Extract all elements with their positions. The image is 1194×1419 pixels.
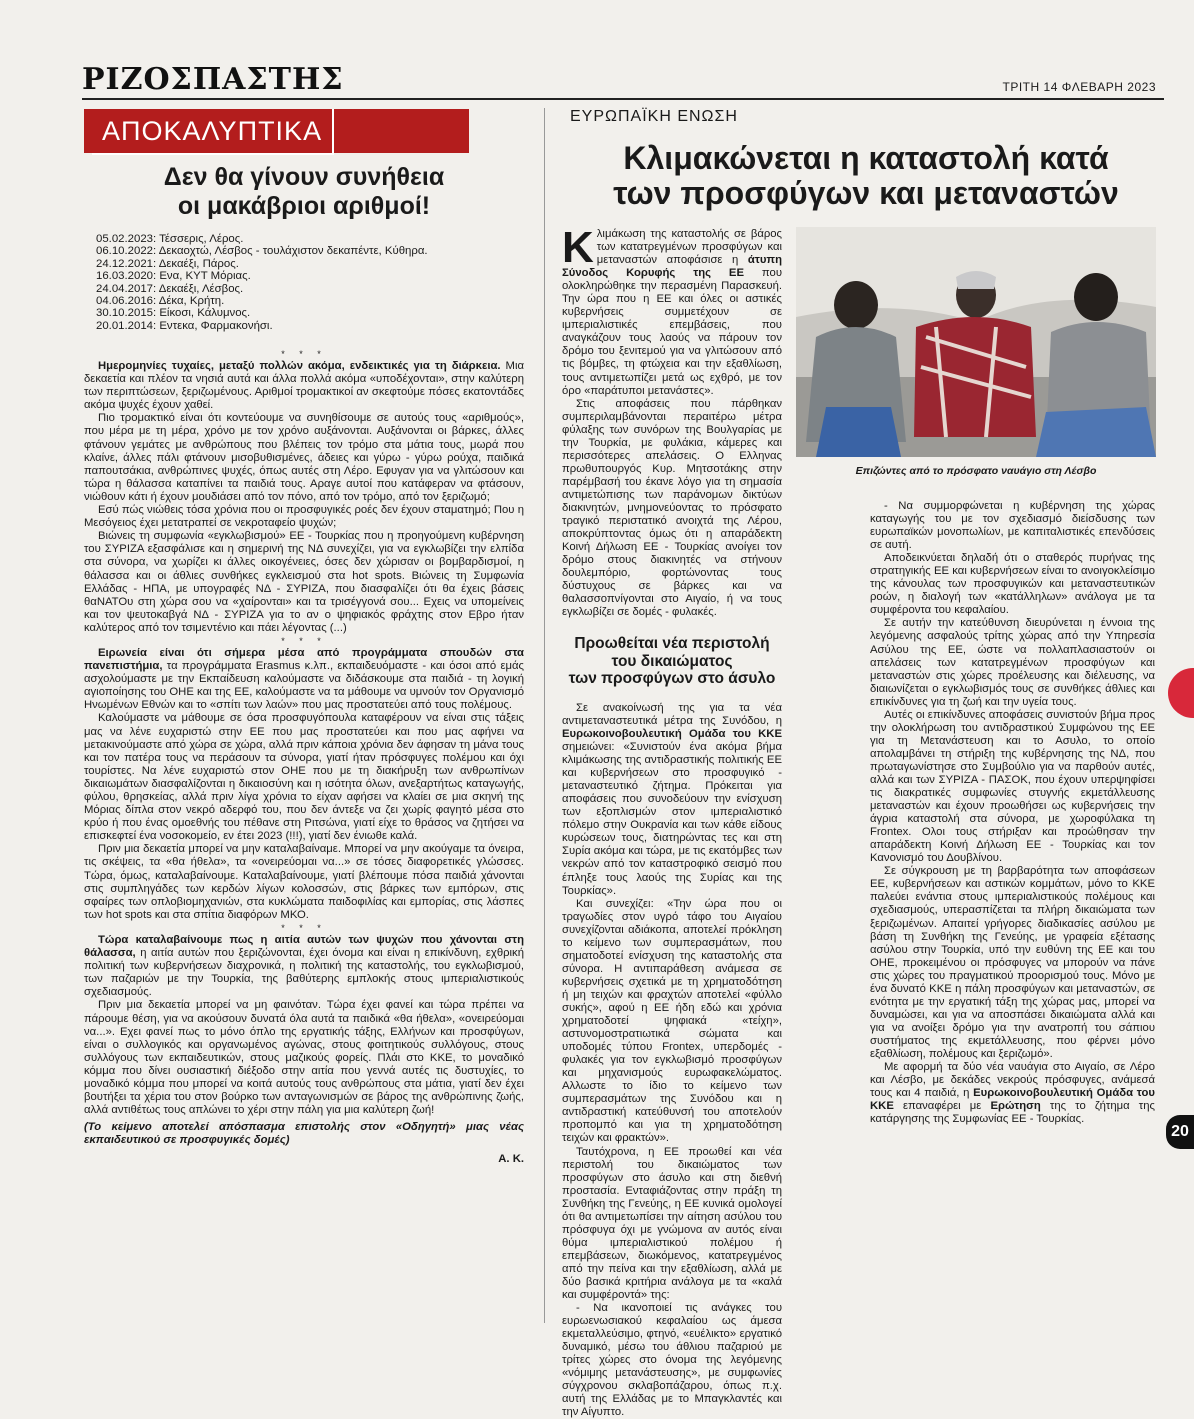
section-label: ΕΥΡΩΠΑΪΚΗ ΕΝΩΣΗ [570, 108, 738, 125]
page-number: 20 [1166, 1115, 1194, 1149]
text: σημειώνει: «Συνιστούν ένα ακόμα βήμα κλιμάκωσης της αντιδραστικής πολιτικής ΕΕ και κυβερνήσεων στο προσφυγικό - μεταναστευτικό ζήτημα. Πρόκειται για αποφάσεις που συνοδεύουν την ενίσχυση των εξοπλισμών στον ιμπεριαλιστικό πόλεμο στην Ουκρανία και των κάθε είδους κυρώσεων τους, διατηρώντας τες και στη Συρία ακόμα και τώρα, με τις εκατόμβες των νεκρών από τον καταστροφικό σεισμό που έπληξε τους λαούς της Συρίας και της Τουρκίας». [562, 741, 782, 897]
paragraph: Εσύ πώς νιώθεις τόσα χρόνια που οι προσφυγικές ροές δεν έχουν σταματημό; Που η Μεσόγειος έχει μετατραπεί σε νεκροταφείο ψυχών; [84, 504, 524, 530]
text: τα προγράμματα Erasmus κ.λπ., εκπαιδευόμαστε - και όσοι από εμάς ασχολούμαστε με την Εκπαίδευση καλούμαστε να διδάσκουμε στα παιδιά - τη λογική αγιοποίησης του ΟΗΕ και της ΕΕ, καλούμαστε να τα μάθουμε να υμνούν τον Οργανισμό Ηνωμένων Εθνών και το «σπίτι των λαών» που μας προστατεύει από τους πολέμους. [84, 660, 524, 712]
paragraph: Σε αυτήν την κατεύθυνση διευρύνεται η έννοια της λεγόμενης ασφαλούς τρίτης χώρας από την Υπηρεσία Ασύλου της ΕΕ, ώστε να πολλαπλασιαστούν οι απελάσεις των κατατρεγμένων προσφύγων και μεταναστών στις χώρες προέλευσης και διέλευσης, να διαιωνίζεται ο εγκλωβισμός τους σε συνθήκες άθλιες και επικίνδυνες για τη ζωή και την υγεία τους. [870, 617, 1155, 708]
text: λιμάκωση της καταστολής σε βάρος των κατατρεγμένων προσφύγων και μεταναστών αποφάσισε η [596, 228, 782, 267]
paragraph [562, 702, 782, 898]
page-edge-tab [1168, 668, 1194, 718]
bold-lead: Τώρα καταλαβαίνουμε πως η αιτία αυτών των ψυχών που χάνονται στη θάλασσα, [84, 933, 524, 960]
bold-text: Ευρωκοινοβουλευτική Ομάδα του ΚΚΕ [562, 728, 782, 740]
paragraph: Πιο τρομακτικό είναι ότι κοντεύουμε να συνηθίσουμε σε αυτούς τους «αριθμούς», που μέρα με τη μέρα, χρόνο με τον χρόνο αυξάνονται. Αυξάνονται οι βάρκες, άλλες φτάνουν γεμάτες με ανθρώπους που βλέπεις τον τρόμο στα μάτια τους, μωρά που κλαίνε, άλλες πάλι φτάνουν μισοβυθισμένες, άδειες και γύρω - γύρω ρούχα, παιδικά παπουτσάκια, ανθρώπινες ψυχές, όπως αυτές στη Λέρο. Εφυγαν για να γλιτώσουν και τώρα η θάλασσα καταπίνει τα παιδιά τους. Αραγε αυτοί που κατάφεραν να φτάσουν, νιώθουν κάτι ή έχουν μουδιάσει από τον πόνο, από τον τρόμο, από τον ξεριζωμό; [84, 412, 524, 503]
section-banner-label: ΑΠΟΚΑΛΥΠΤΙΚΑ [92, 109, 334, 155]
paragraph: Αυτές οι επικίνδυνες αποφάσεις συνιστούν βήμα προς την ολοκλήρωση του αντιδραστικού Συμφώνου της ΕΕ για τη Μετανάστευση και το Ασυλο, το οποίο απολαμβάνει τη στήριξη της κυβέρνησης της ΝΔ, που πρωταγωνίστησε στο Συμβούλιο για να παρθούν αυτές, αλλά και των ΣΥΡΙΖΑ - ΠΑΣΟΚ, που έχουν υπερψηφίσει τις διακρατικές συμφωνίες στυγνής εκμετάλλευσης μεταναστών και έχουν προωθήσει ως κυβερνήσεις την άγρια καταστολή στα σύνορα, με χωροφύλακα τη Frontex. Ολοι τους στήριξαν και προώθησαν την απαράδεκτη Κοινή Δήλωση ΕΕ - Τουρκίας και τον Κανονισμό του Δουβλίνου. [870, 708, 1155, 865]
text: της το ζήτημα της κατάργησης της Συμφωνίας ΕΕ - Τουρκίας. [870, 1100, 1155, 1126]
subheading [562, 635, 782, 688]
date-entry: 20.01.2014: Εντεκα, Φαρμακονήσι. [96, 319, 273, 332]
date-entry: 04.06.2016: Δέκα, Κρήτη. [96, 295, 225, 308]
date-entry: 30.10.2015: Είκοσι, Κάλυμνος. [96, 307, 251, 320]
news-photo [796, 227, 1156, 457]
paragraph: Ταυτόχρονα, η ΕΕ προωθεί και νέα περιστολή του δικαιώματος των προσφύγων στο άσυλο και στη διεθνή προστασία. Ενταφιάζοντας στην πράξη τη Συνθήκη της Γενεύης, η ΕΕ κυνικά ομολογεί ότι θα αντιμετωπίσει την αίτηση ασύλου του πρόσφυγα όχι με γνώμονα αν αυτός είναι θύμα ιμπεριαλιστικού πολέμου ή επεμβάσεων, διωκόμενος, κατατρεγμένος από την πείνα και την εξαθλίωση, αλλά με δύο βασικά κριτήρια ανάλογα με τα «καλά και συμφέροντά» της: [562, 1145, 782, 1302]
dates-list [96, 233, 516, 332]
masthead: ΡΙΖΟΣΠΑΣΤΗΣ [82, 62, 344, 97]
main-title-line-1: Κλιμακώνεται η καταστολή κατά [623, 140, 1109, 176]
paragraph: Αποδεικνύεται δηλαδή ότι ο σταθερός πυρήνας της στρατηγικής ΕΕ και κυβερνήσεων είναι το ανοιγοκλείσιμο της κάνουλας των προσφυγικών και μεταναστευτικών ροών, η διαλογή των «κατάλληλων» ανάλογα με τα συμφέροντα του κεφαλαίου. [870, 552, 1155, 617]
text: Σε ανακοίνωσή της για τα νέα αντιμεταναστευτικά μέτρα της Συνόδου, η [562, 701, 782, 727]
text: Με αφορμή τα δύο νέα ναυάγια στο Αιγαίο, σε Λέρο και Λέσβο, με δεκάδες νεκρούς πρόσφυγες, ανάμεσά τους και 4 παιδιά, η [870, 1061, 1155, 1100]
paragraph [84, 360, 524, 412]
text: η αιτία αυτών που ξεριζώνονται, έχει όνομα και είναι η επικίνδυνη, εχθρική πολιτική των κυβερνήσεων διαχρονικά, η πολιτική της καταστολής, του εγκλωβισμού, των παζαριών με την Τουρκία, της βαθύτερης εμπλοκής στους ιμπεριαλιστικούς σχεδιασμούς. [84, 947, 524, 999]
separator-stars: * * * [281, 635, 327, 646]
separator-stars: * * * [281, 349, 327, 359]
photo-caption: Επιζώντες από το πρόσφατο ναυάγιο στη Λέσβο [855, 465, 1097, 477]
paragraph: Σε σύγκρουση με τη βαρβαρότητα των αποφάσεων ΕΕ, κυβερνήσεων και αστικών κομμάτων, μόνο το ΚΚΕ παλεύει ενάντια στους ιμπεριαλιστικούς πολέμους και σχεδιασμούς, υπερασπίζεται τα πλήρη δικαιώματα των ξεριζωμένων. Απαιτεί γρήγορες διαδικασίες ασύλου με βάση τη Συνθήκη της Γενεύης, με γραφεία εξέτασης ασύλου στην Τουρκία, υπό την ευθύνη της ΕΕ και του ΟΗΕ, προκειμένου οι πρόσφυγες να μπορούν να πάνε στις χώρες του πραγματικού προορισμού τους. Μόνο με ένα δυνατό ΚΚΕ η πάλη προσφύγων και μεταναστών, σε ενότητα με την εργατική τάξη της χώρας μας, μπορεί να δυναμώσει, και για να αποσπάσει δικαιώματα αλλά και για να ανοίξει δρόμο για την ανατροπή του σάπιου συστήματος της εκμετάλλευσης, που φέρνει μόνο εξαθλίωση, πολέμους και ξεριζωμό». [870, 865, 1155, 1060]
text: Μια δεκαετία και πλέον τα νησιά αυτά και άλλα πολλά ακόμα «υποδέχονται», στην καλύτερη των περιπτώσεων, ξεριζωμένους. Αριθμοί τρομακτικοί αν σκεφτούμε πόσες εκατοντάδες ακόμα ψυχές έχουν χαθεί. [84, 360, 525, 412]
header-rule [82, 98, 1164, 100]
date-entry: 16.03.2020: Ενα, ΚΥΤ Μόριας. [96, 270, 251, 283]
paragraph: Πριν μια δεκαετία μπορεί να μη φαινόταν. Τώρα έχει φανεί και τώρα πρέπει να πάρουμε θέση, για να ακούσουν δυνατά όλα αυτά τα παιδικά «θα ήθελα», «ονειρεύομαι να...». Εχει φανεί πως το μόνο όπλο της εργατικής τάξης, Ελλήνων και προσφύγων, είναι ο συλλογικός και οργανωμένος αγώνας, στους φοιτητικούς συλλόγους, στους συλλόγους των εκπαιδευτικών, στους μαζικούς φορείς. Πλάι στο ΚΚΕ, το μοναδικό κόμμα που δίνει ουσιαστική διέξοδο στην αιτία που γεννά αυτές τις δυστυχίες, το μοναδικό κόμμα που μπορεί να κοιτά αυτούς τους ανθρώπους στα μάτια, γιατί δεν έχει βουτήξει τα χέρια του στον βούρκο των ανταγωνισμών σε βάρος της ανθρώπινης ζωής, αλλά αντιθέτως τους απλώνει το χέρι στην πάλη για μια καλύτερη ζωή! [84, 999, 524, 1117]
bold-text: Ερώτηση [990, 1100, 1041, 1113]
left-article-title [84, 163, 524, 221]
source-note: (Το κείμενο αποτελεί απόσπασμα επιστολής στον «Οδηγητή» μιας νέας εκπαιδευτικού σε προσφυγικές δομές) [84, 1121, 524, 1147]
date-entry: 06.10.2022: Δεκαοχτώ, Λέσβος - τουλάχιστον δεκαπέντε, Κύθηρα. [96, 245, 428, 258]
right-column-b [870, 500, 1155, 1126]
signature: Α. Κ. [498, 1153, 524, 1166]
main-title-line-2: των προσφύγων και μεταναστών [613, 175, 1119, 211]
bold-lead: Ειρωνεία είναι ότι σήμερα μέσα από προγράμματα σπουδών στα πανεπιστήμια, [84, 646, 524, 673]
paragraph: - Να ικανοποιεί τις ανάγκες του ευρωενωσιακού κεφαλαίου ως άμεσα εκμεταλλεύσιμο, φτηνό, «ευέλικτο» εργατικό δυναμικό, μέσω του άθλιου παζαριού με τρίτες χώρες στο όνομα της λεγόμενης «νόμιμης μετανάστευσης», με συμφωνίες σύγχρονου σκλαβοπάζαρου, όπως π.χ. αυτή της Ελλάδας με το Μπαγκλαντές και την Αίγυπτο. [562, 1302, 782, 1419]
refugees-photo-illustration [796, 227, 1156, 457]
main-article-title [556, 141, 1176, 211]
paragraph [84, 647, 524, 712]
subheading-line: Προωθείται νέα περιστολή [574, 635, 770, 653]
paragraph: Καλούμαστε να μάθουμε σε όσα προσφυγόπουλα καταφέρουν να είναι στις τάξεις μας να λένε ευχαριστώ στην ΕΕ που μας προστατεύει και που μας αφήνει να μετακινούμαστε από χώρα σε χώρα, αλλά πριν κάποια χρόνια δεν άφησαν τη μάνα τους και τον πατέρα τους να περάσουν τα σύνορα, γιατί ήταν πρόσφυγες πολέμου και όχι τουρίστες. Να λένε ευχαριστώ στον ΟΗΕ που με τη διακήρυξη των ανθρωπίνων δικαιωμάτων διασφαλίζονται η δικαιοσύνη και η ισότητα όλων, ανεξαρτήτως καταγωγής, φύλου, θρησκείας, αλλά πριν λίγα χρόνια το είχαν αφήσει να κλαίει σε μια σκηνή της Μόριας δίπλα στον νεκρό αδερφό του, που δεν άντεξε να ζει χωρίς φαγητό μέσα στο κρύο ή που ένας ομοεθνής του πέθανε στη Ριτσώνα, γιατί είχε το θράσος να ζητήσει να επισκεφτεί ένα νοσοκομείο, εν έτει 2023 (!!!), γιατί δεν ένιωθε καλά. [84, 712, 524, 843]
left-title-line-2: οι μακάβριοι αριθμοί! [177, 192, 431, 220]
date-entry: 24.12.2021: Δεκαέξι, Πάρος. [96, 257, 239, 270]
paragraph [84, 934, 524, 999]
date-entry: 24.04.2017: Δεκαέξι, Λέσβος. [96, 282, 244, 295]
paragraph: Στις αποφάσεις που πάρθηκαν συμπεριλαμβάνονται περαιτέρω μέτρα φύλαξης των συνόρων της Βουλγαρίας με την Τουρκία, με φυλάκια, κάμερες και περισσότερες απελάσεις. Ο Ελληνας πρωθυπουργός Κυρ. Μητσοτάκης στην παρέμβασή του έκανε λόγο για τη σημασία αντιμετώπισης των παράνομων δικτύων διακινητών, μνημονεύοντας το πρόσφατο τραγικό περιστατικό ανοιχτά της Λέρου, αποκρύπτοντας όμως ότι η απαράδεκτη Κοινή Δήλωση ΕΕ - Τουρκίας ανοίγει τον δρόμο στους διακινητές να στήνουν δουλεμπόριο, φορτώνοντας τους δύστυχους σε βάρκες και να θαλασσοπνίγονται στο Αιγαίο, ή να τους εγκλωβίζει σε δομές - φυλακές. [562, 397, 782, 619]
drop-cap: Κ [562, 223, 594, 272]
bold-text: Ευρωκοινοβουλευτική Ομάδα του ΚΚΕ [870, 1087, 1155, 1113]
left-article-body [84, 348, 524, 1167]
paragraph: - Να συμμορφώνεται η κυβέρνηση της χώρας καταγωγής του με τον σχεδιασμό διείσδυσης των ευρωπαϊκών μονοπωλίων, με καπιταλιστικές επενδύσεις σε αυτή. [870, 500, 1155, 552]
paragraph: Και συνεχίζει: «Την ώρα που οι τραγωδίες στον υγρό τάφο του Αιγαίου συνεχίζονται αδιάκοπα, αποτελεί πρόκληση το κείμενο των συμπερασμάτων, που σηματοδοτεί ενίσχυση της καταστολής στα σύνορα. Η αντιπαράθεση ανάμεσα σε κυβερνήσεις σχετικά με τη χρηματοδότηση ή μη τειχών και φραχτών αποτελεί «φύλλο συκής», αφού η ΕΕ ήδη εδώ και χρόνια χρηματοδοτεί ψηφιακά «τείχη», αστυνομοστρατιωτικά σώματα και υποδομές τύπου Frontex, υπερδομές - φυλακές για τον εγκλωβισμό προσφύγων και μηχανισμούς ευρωφακελώματος. Αλλωστε το ίδιο το κείμενο των συμπερασμάτων της Συνόδου και η αντιδραστική κατεύθυνσή του αποτελούν προπομπό και για τη χρηματοδότηση τειχών και φρακτών». [562, 897, 782, 1145]
bold-text: άτυπη Σύνοδος Κορυφής της ΕΕ [562, 254, 782, 280]
paragraph: Πριν μια δεκαετία μπορεί να μην καταλαβαίναμε. Μπορεί να μην ακούγαμε τα όνειρα, τις σκέψεις, τα «θα ήθελα», τα «ονειρεύομαι να...» σε τόσες διαφορετικές γλώσσες. Τώρα, όμως, καταλαβαίνουμε. Καταλαβαίνουμε, γιατί βλέπουμε πόσα παιδιά χάνονται στις συμπληγάδες των κερδών λίγων κολοσσών, στις βάρκες των εμπόρων, στις σφαίρες των οπλοβιομηχανιών, στα κυκλώματα παιδοφιλίας και εμπορίας, στις λάσπες των hot spots και στα σπίτια διαφόρων ΜΚΟ. [84, 843, 524, 921]
issue-date: ΤΡΙΤΗ 14 ΦΛΕΒΑΡΗ 2023 [1002, 80, 1156, 94]
column-divider [544, 108, 545, 1323]
paragraph [870, 1061, 1155, 1126]
separator-stars: * * * [281, 922, 327, 933]
subheading-line: του δικαιώματος [611, 652, 733, 670]
lead-paragraph [562, 223, 783, 398]
date-entry: 05.02.2023: Τέσσερις, Λέρος. [96, 233, 244, 245]
subheading-line: των προσφύγων στο άσυλο [568, 670, 776, 688]
left-title-line-1: Δεν θα γίνουν συνήθεια [163, 163, 445, 191]
bold-lead: Ημερομηνίες τυχαίες, μεταξύ πολλών ακόμα, ενδεικτικές για τη διάρκεια. [98, 360, 501, 372]
text: που ολοκληρώθηκε την περασμένη Παρασκευή. Την ώρα που η ΕΕ και όλες οι αστικές κυβερνήσεις συμμετέχουν σε ιμπεριαλιστικές επεμβάσεις, που αναγκάζουν τους λαούς να πάρουν τον δρόμο του ξενιτεμού για να γλιτώσουν από τις βόμβες, τη φτώχεια και την εξαθλίωση, τους αντιμετωπίζει μετά ως εχθρό, με τον όρο «παράτυποι μετανάστες». [562, 267, 783, 397]
paragraph: Βιώνεις τη συμφωνία «εγκλωβισμού» ΕΕ - Τουρκίας που η προηγούμενη κυβέρνηση του ΣΥΡΙΖΑ εξασφάλισε και η σημερινή της ΝΔ συνεχίζει, για να εγκλωβίζει την ελπίδα στα σύνορα, να χωρίζει κι άλλες οικογένειες, όσες δεν χώρισαν οι βομβαρδισμοί, η θάλασσα και οι άθλιες συνθήκες εγκλεισμού στα hot spots. Βιώνεις τη Συμφωνία Ελλάδας - ΗΠΑ, με υπογραφές ΝΔ - ΣΥΡΙΖΑ, που διασφαλίζει ότι θα έχεις βάσεις θαΝΑΤΟυ στη χώρα σου να «χαίρονται» και τα τρισέγγονά σου... Εχεις να υπομείνεις και τον ψευτοκαβγά ΝΔ - ΣΥΡΙΖΑ για το αν ο ψηφιακός φράχτης στον Εβρο ήταν καλύτερος από τον τσιμεντένιο και πάει λέγοντας (...) [84, 530, 524, 634]
text: επαναφέρει με [893, 1100, 991, 1113]
right-column-a [562, 223, 783, 1419]
